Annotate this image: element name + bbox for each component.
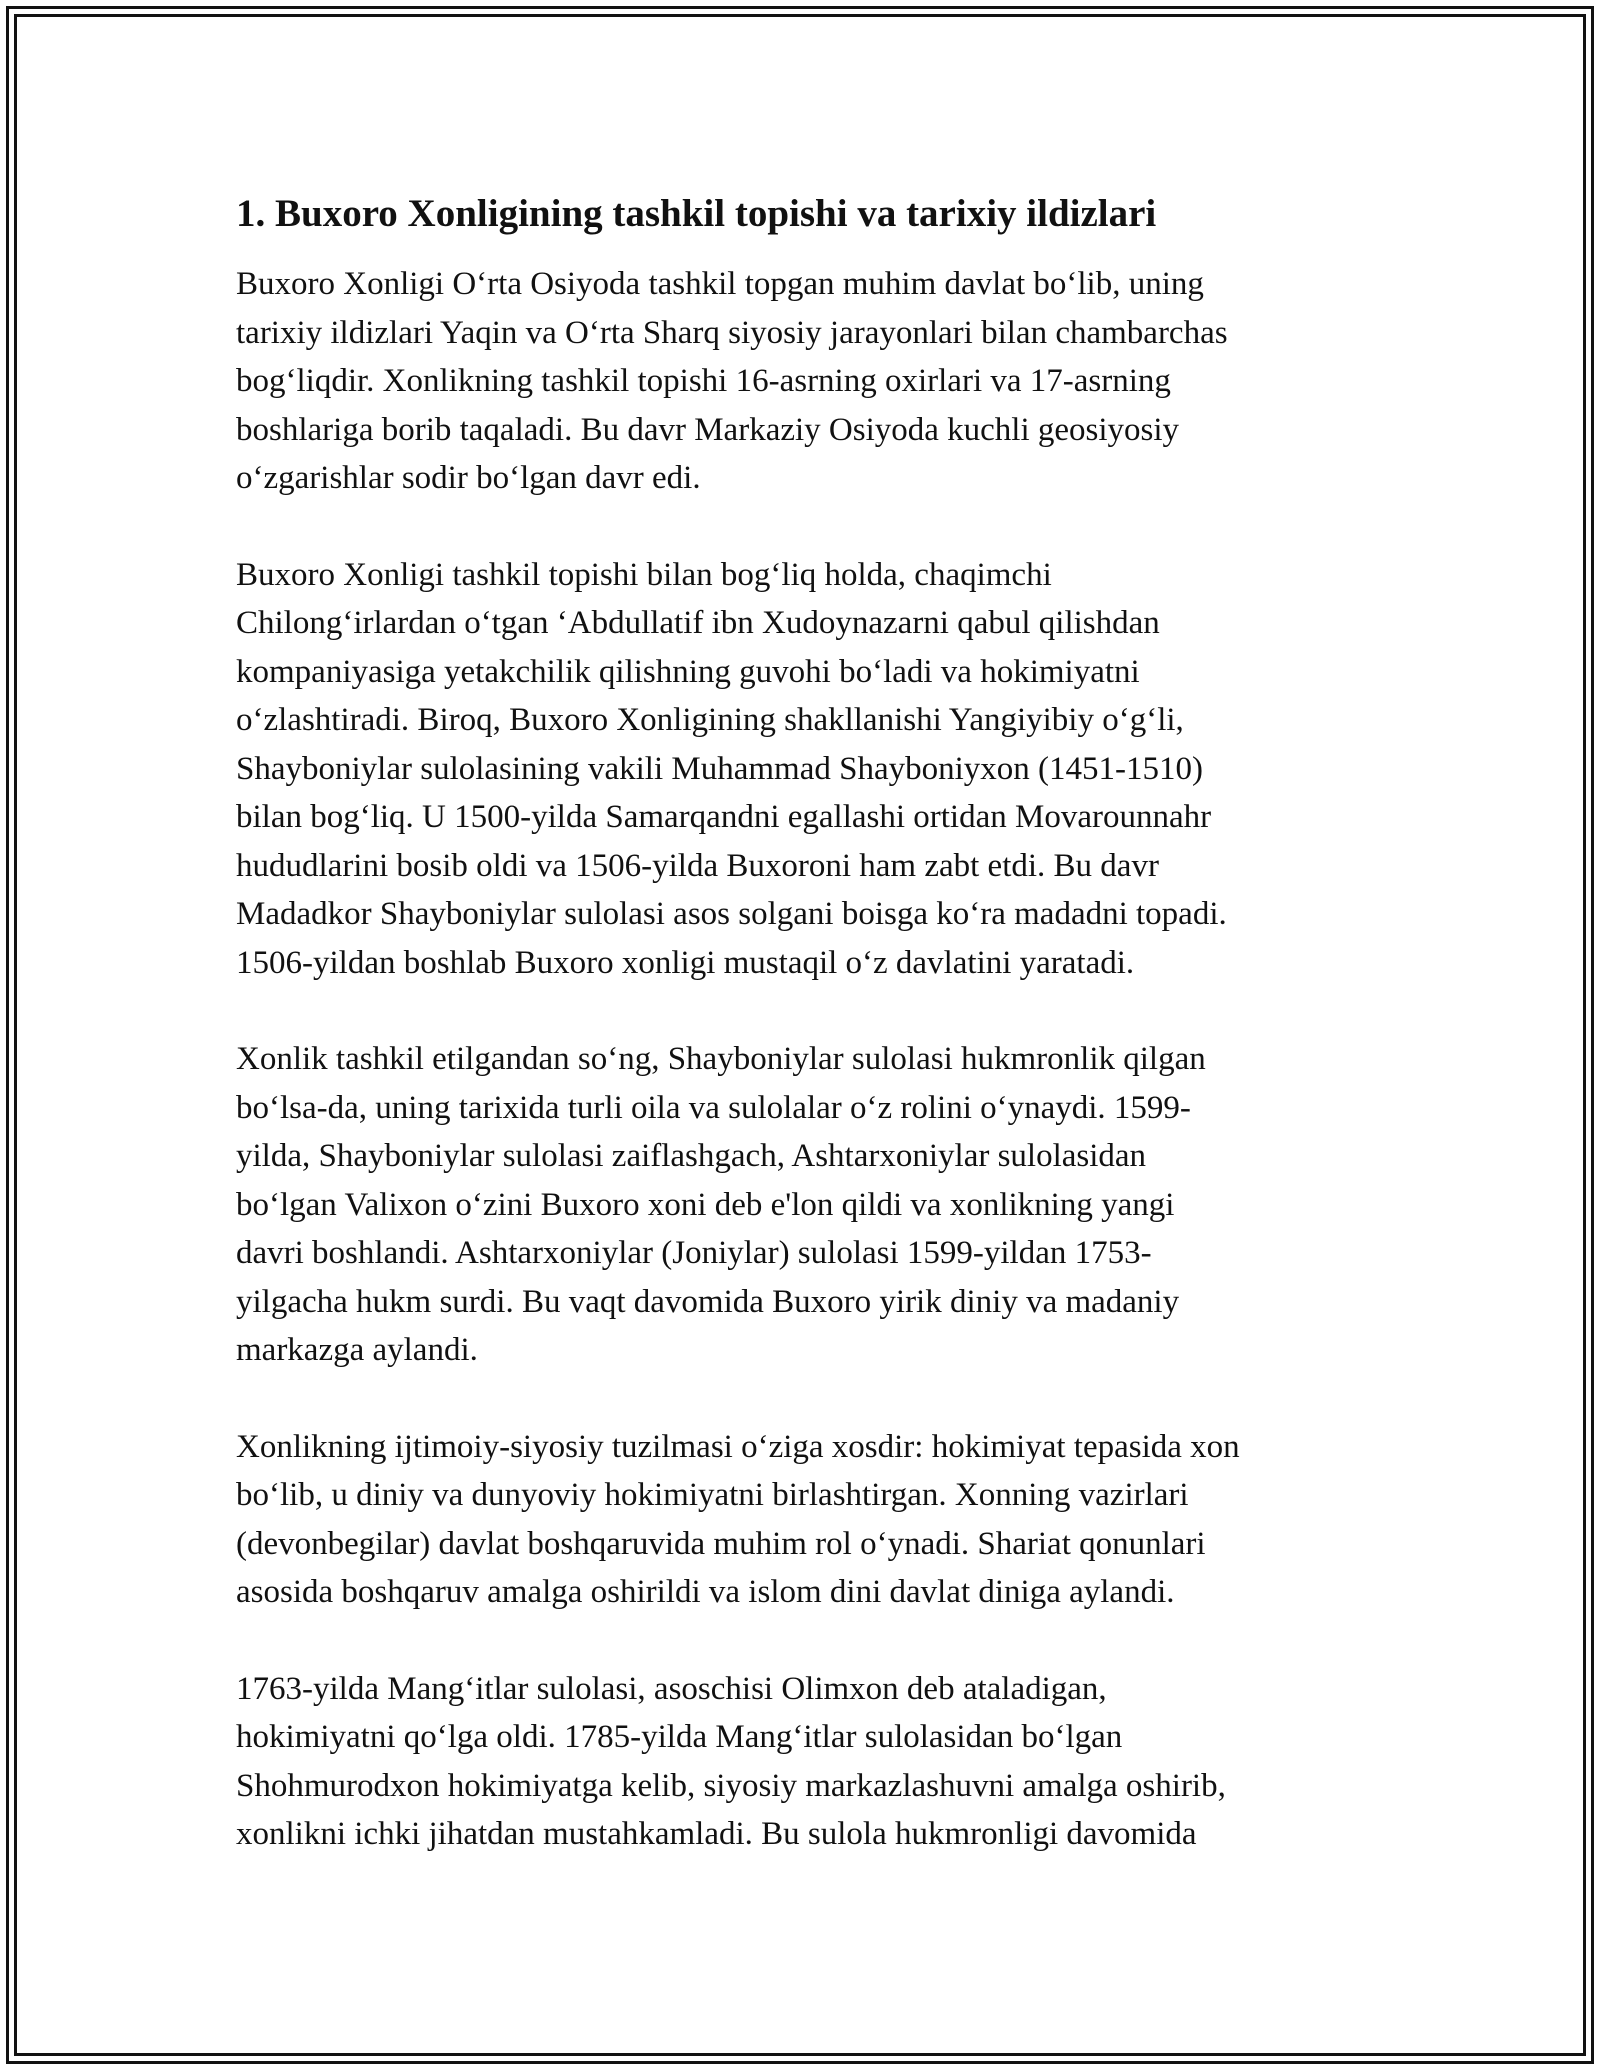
paragraph-line: Xonlikning ijtimoiy-siyosiy tuzilmasi o‘ziga xosdir: hokimiyat tepasida xon bbox=[236, 1428, 1240, 1465]
paragraph-line: yilgacha hukm surdi. Bu vaqt davomida Buxoro yirik diniy va madaniy bbox=[236, 1283, 1180, 1320]
paragraph-list bbox=[236, 260, 1366, 1859]
paragraph-line: o‘zlashtiradi. Biroq, Buxoro Xonligining shakllanishi Yangiyibiy o‘g‘li, bbox=[236, 702, 1184, 738]
paragraph-line: 1763-yilda Mang‘itlar sulolasi, asoschisi Olimxon deb ataladigan, bbox=[236, 1670, 1107, 1707]
paragraph-2 bbox=[236, 551, 1366, 988]
paragraph-line: o‘zgarishlar sodir bo‘lgan davr edi. bbox=[236, 460, 701, 496]
paragraph-line: Madadkor Shayboniylar sulolasi asos solgani boisga ko‘ra madadni topadi. bbox=[236, 896, 1227, 932]
paragraph-line: xonlikni ichki jihatdan mustahkamladi. Bu sulola hukmronligi davomida bbox=[236, 1816, 1197, 1852]
paragraph-line: (devonbegilar) davlat boshqaruvida muhim rol o‘ynadi. Shariat qonunlari bbox=[236, 1525, 1206, 1562]
section-heading: 1. Buxoro Xonligining tashkil topishi va tarixiy ildizlari bbox=[236, 192, 1157, 235]
paragraph-line: yilda, Shayboniylar sulolasi zaiflashgach, Ashtarxoniylar sulolasidan bbox=[236, 1138, 1147, 1174]
paragraph-line: davri boshlandi. Ashtarxoniylar (Joniylar) sulolasi 1599-yildan 1753- bbox=[236, 1235, 1152, 1271]
paragraph-3 bbox=[236, 1035, 1366, 1375]
paragraph-line: Buxoro Xonligi tashkil topishi bilan bog‘liq holda, chaqimchi bbox=[236, 556, 1052, 593]
paragraph-4 bbox=[236, 1423, 1366, 1617]
paragraph-line: 1506-yildan boshlab Buxoro xonligi mustaqil o‘z davlatini yaratadi. bbox=[236, 944, 1135, 981]
paragraph-5 bbox=[236, 1665, 1366, 1859]
paragraph-line: bo‘lsa-da, uning tarixida turli oila va sulolalar o‘z rolini o‘ynaydi. 1599- bbox=[236, 1089, 1191, 1126]
paragraph-line: bo‘lib, u diniy va dunyoviy hokimiyatni birlashtirgan. Xonning vazirlari bbox=[236, 1477, 1189, 1513]
paragraph-line: tarixiy ildizlari Yaqin va O‘rta Sharq siyosiy jarayonlari bilan chambarchas bbox=[236, 314, 1228, 351]
paragraph-1 bbox=[236, 260, 1366, 503]
paragraph-line: kompaniyasiga yetakchilik qilishning guvohi bo‘ladi va hokimiyatni bbox=[236, 653, 1140, 690]
paragraph-line: Shayboniylar sulolasining vakili Muhammad Shayboniyxon (1451-1510) bbox=[236, 750, 1203, 787]
paragraph-line: bilan bog‘liq. U 1500-yilda Samarqandni egallashi ortidan Movarounnahr bbox=[236, 799, 1212, 835]
paragraph-line: bo‘lgan Valixon o‘zini Buxoro xoni deb e'lon qildi va xonlikning yangi bbox=[236, 1186, 1175, 1223]
paragraph-line: markazga aylandi. bbox=[236, 1332, 478, 1368]
paragraph-line: hokimiyatni qo‘lga oldi. 1785-yilda Mang‘itlar sulolasidan bo‘lgan bbox=[236, 1719, 1123, 1755]
document-body bbox=[236, 186, 1366, 1907]
paragraph-line: Xonlik tashkil etilgandan so‘ng, Shayboniylar sulolasi hukmronlik qilgan bbox=[236, 1041, 1206, 1077]
paragraph-line: boshlariga borib taqaladi. Bu davr Markaziy Osiyoda kuchli geosiyosiy bbox=[236, 411, 1180, 448]
paragraph-line: Buxoro Xonligi O‘rta Osiyoda tashkil topgan muhim davlat bo‘lib, uning bbox=[236, 266, 1204, 302]
paragraph-line: Chilong‘irlardan o‘tgan ‘Abdullatif ibn Xudoynazarni qabul qilishdan bbox=[236, 605, 1160, 641]
paragraph-line: bog‘liqdir. Xonlikning tashkil topishi 16-asrning oxirlari va 17-asrning bbox=[236, 363, 1171, 399]
paragraph-line: Shohmurodxon hokimiyatga kelib, siyosiy markazlashuvni amalga oshirib, bbox=[236, 1767, 1226, 1804]
paragraph-line: hududlarini bosib oldi va 1506-yilda Buxoroni ham zabt etdi. Bu davr bbox=[236, 847, 1159, 884]
paragraph-line: asosida boshqaruv amalga oshirildi va islom dini davlat diniga aylandi. bbox=[236, 1574, 1175, 1610]
